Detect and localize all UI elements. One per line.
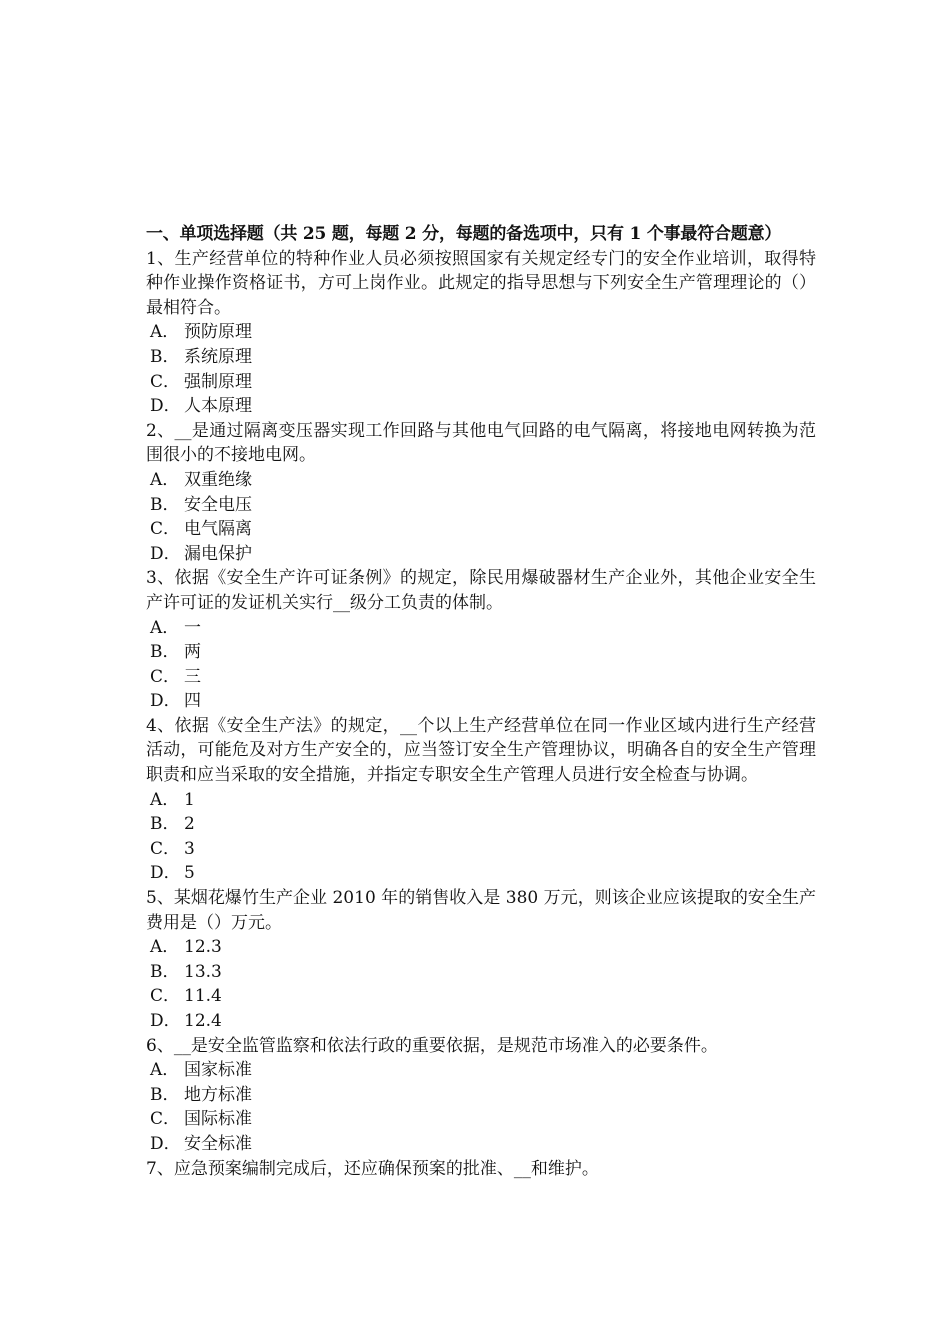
question-text: 2、__是通过隔离变压器实现工作回路与其他电气回路的电气隔离，将接地电网转换为范围很小的不接地电网。 — [146, 420, 816, 466]
option-letter: B． — [150, 961, 180, 982]
option-a — [146, 616, 816, 641]
option-text: 电气隔离 — [184, 519, 252, 540]
option-d — [146, 394, 816, 419]
option-text: 地方标准 — [184, 1084, 252, 1105]
option-letter: D． — [150, 543, 181, 564]
question-text: 5、某烟花爆竹生产企业 2010 年的销售收入是 380 万元，则该企业应该提取的安全生产费用是（）万元。 — [146, 888, 816, 933]
option-text: 一 — [184, 617, 201, 638]
option-text: 两 — [184, 642, 201, 663]
option-c — [146, 837, 816, 862]
question-text: 4、依据《安全生产法》的规定，__个以上生产经营单位在同一作业区域内进行生产经营活动，可能危及对方生产安全的，应当签订安全生产管理协议，明确各自的安全生产管理职责和应当采取的安全措施，并指定专职安全生产管理人员进行安全检查与协调。 — [146, 715, 816, 786]
option-a — [146, 468, 816, 493]
option-b — [146, 493, 816, 518]
option-letter: D． — [150, 1133, 181, 1154]
option-c — [146, 1107, 816, 1132]
option-text: 双重绝缘 — [184, 469, 252, 490]
question-text: 1、生产经营单位的特种作业人员必须按照国家有关规定经专门的安全作业培训，取得特种作业操作资格证书，方可上岗作业。此规定的指导思想与下列安全生产管理理论的（）最相符合。 — [146, 248, 816, 318]
option-c — [146, 370, 816, 395]
question-4 — [146, 714, 816, 886]
option-a — [146, 1058, 816, 1083]
question-text: 6、__是安全监管监察和依法行政的重要依据，是规范市场准入的必要条件。 — [146, 1035, 718, 1056]
option-letter: D． — [150, 691, 181, 712]
option-text: 预防原理 — [184, 322, 252, 343]
option-text: 安全标准 — [184, 1133, 252, 1154]
option-letter: A． — [150, 1060, 180, 1081]
option-b — [146, 640, 816, 665]
option-letter: A． — [150, 617, 180, 638]
option-d — [146, 542, 816, 567]
option-text: 三 — [184, 666, 201, 687]
option-c — [146, 517, 816, 542]
question-1 — [146, 247, 816, 419]
option-text: 3 — [184, 838, 195, 859]
question-3 — [146, 566, 816, 714]
question-7 — [146, 1157, 816, 1182]
option-letter: C． — [150, 838, 181, 859]
option-d — [146, 689, 816, 714]
option-letter: D． — [150, 396, 181, 417]
section-heading: 一、单项选择题（共 25 题，每题 2 分，每题的备选项中，只有 1 个事最符合题意） — [146, 224, 782, 244]
option-b — [146, 345, 816, 370]
option-a — [146, 935, 816, 960]
option-text: 漏电保护 — [184, 543, 252, 564]
option-letter: B． — [150, 814, 180, 835]
option-text: 12.4 — [184, 1011, 222, 1031]
option-letter: C． — [150, 519, 181, 540]
option-b — [146, 812, 816, 837]
option-letter: A． — [150, 937, 180, 958]
option-text: 国家标准 — [184, 1060, 252, 1081]
question-text: 7、应急预案编制完成后，还应确保预案的批准、__和维护。 — [146, 1158, 599, 1179]
option-text: 强制原理 — [184, 371, 252, 392]
option-text: 1 — [184, 789, 195, 810]
option-text: 5 — [184, 863, 195, 884]
question-5 — [146, 886, 816, 1034]
option-text: 2 — [184, 814, 195, 835]
option-letter: B． — [150, 642, 180, 663]
option-text: 安全电压 — [184, 494, 252, 515]
option-letter: B． — [150, 1084, 180, 1105]
option-a — [146, 788, 816, 813]
option-text: 国际标准 — [184, 1109, 252, 1130]
option-letter: A． — [150, 789, 180, 810]
option-text: 人本原理 — [184, 396, 252, 417]
option-d — [146, 1132, 816, 1157]
option-letter: D． — [150, 863, 181, 884]
question-2 — [146, 419, 816, 567]
option-b — [146, 960, 816, 985]
option-text: 系统原理 — [184, 346, 252, 367]
option-text: 11.4 — [184, 986, 222, 1007]
option-letter: C． — [150, 1109, 181, 1130]
option-letter: A． — [150, 469, 180, 490]
document-page — [146, 222, 816, 1181]
option-letter: B． — [150, 494, 180, 515]
option-d — [146, 861, 816, 886]
option-d — [146, 1009, 816, 1034]
option-letter: D． — [150, 1011, 181, 1031]
option-a — [146, 320, 816, 345]
question-6 — [146, 1034, 816, 1157]
option-letter: B． — [150, 346, 180, 367]
option-letter: C． — [150, 666, 181, 687]
option-letter: C． — [150, 986, 181, 1007]
option-letter: C． — [150, 371, 181, 392]
question-text: 3、依据《安全生产许可证条例》的规定，除民用爆破器材生产企业外，其他企业安全生产许可证的发证机关实行__级分工负责的体制。 — [146, 568, 816, 613]
option-letter: A． — [150, 322, 180, 343]
option-text: 13.3 — [184, 961, 222, 982]
option-b — [146, 1083, 816, 1108]
option-text: 12.3 — [184, 937, 222, 958]
option-c — [146, 665, 816, 690]
option-text: 四 — [184, 691, 201, 712]
option-c — [146, 984, 816, 1009]
